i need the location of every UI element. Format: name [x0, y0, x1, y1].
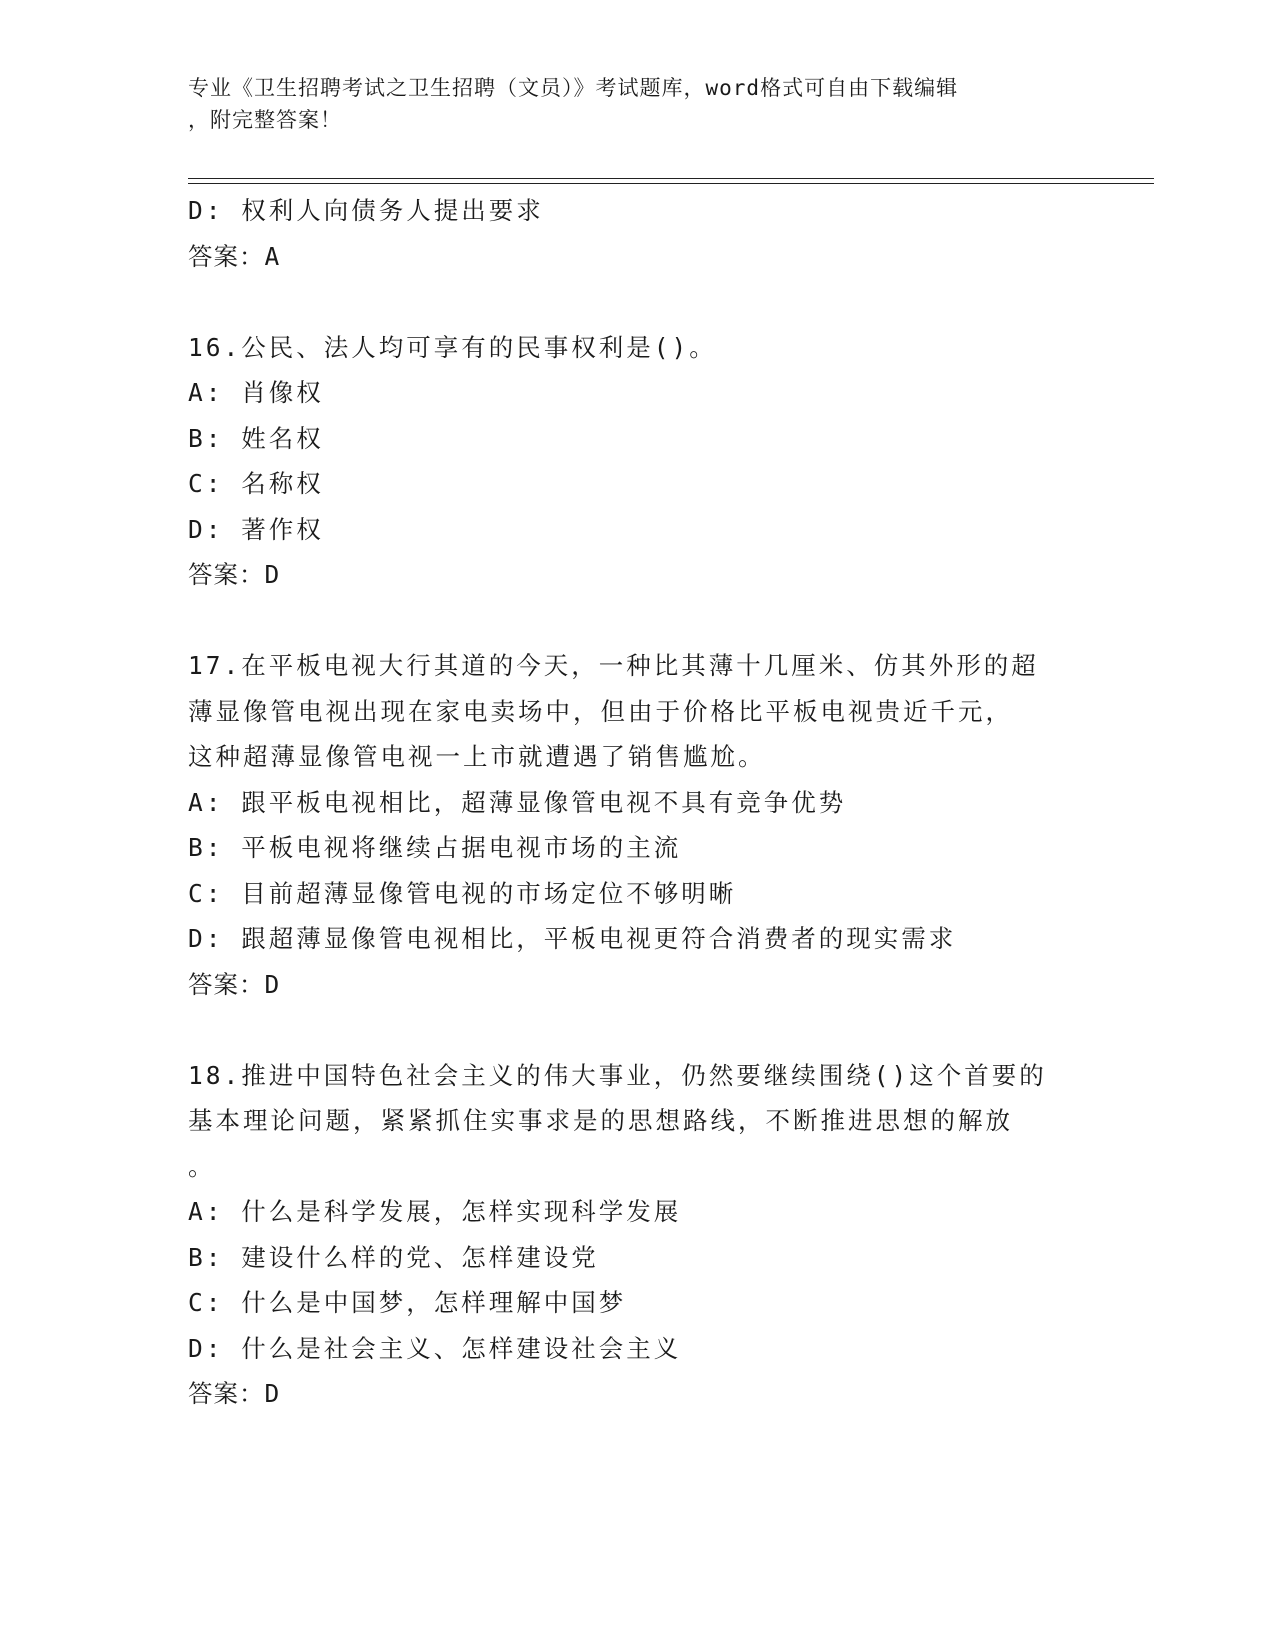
question-18: [188, 1053, 1088, 1417]
header-line-1: 专业《卫生招聘考试之卫生招聘（文员）》考试题库，word格式可自由下载编辑: [188, 76, 959, 100]
prev-option-d: D: 权利人向债务人提出要求: [188, 196, 544, 225]
option-c: C: 什么是中国梦，怎样理解中国梦: [188, 1288, 627, 1317]
option-d: D: 著作权: [188, 514, 324, 544]
option-b: B: 建设什么样的党、怎样建设党: [188, 1242, 599, 1272]
header-rule-top: [188, 178, 1154, 179]
spacer: [188, 279, 1088, 325]
option-a: A: 什么是科学发展，怎样实现科学发展: [188, 1197, 682, 1226]
question-text-line-3: 。: [188, 1151, 216, 1181]
answer: [188, 552, 1088, 598]
answer: [188, 1371, 1088, 1417]
answer-label: 答案：: [188, 1379, 265, 1408]
question-17: [188, 643, 1088, 1007]
answer-value: A: [264, 241, 281, 271]
header-rule-bottom: [188, 183, 1154, 184]
question-text-line-2: 薄显像管电视出现在家电卖场中，但由于价格比平板电视贵近千元，: [188, 696, 1013, 726]
answer-label: 答案：: [188, 560, 265, 589]
option-c: C: 目前超薄显像管电视的市场定位不够明晰: [188, 878, 737, 908]
question-text-line-3: 这种超薄显像管电视一上市就遭遇了销售尴尬。: [188, 742, 766, 771]
option-a: A: 肖像权: [188, 378, 324, 407]
question-content: [188, 188, 1088, 1417]
option-a: A: 跟平板电视相比，超薄显像管电视不具有竞争优势: [188, 787, 847, 817]
option-b: B: 平板电视将继续占据电视市场的主流: [188, 833, 682, 862]
question-text-line-1: 17.在平板电视大行其道的今天，一种比其薄十几厘米、仿其外形的超: [188, 651, 1039, 680]
answer-label: 答案：: [188, 241, 265, 271]
question-text-line-1: 18.推进中国特色社会主义的伟大事业，仍然要继续围绕()这个首要的: [188, 1060, 1047, 1090]
option-d: D: 什么是社会主义、怎样建设社会主义: [188, 1333, 682, 1363]
document-header: [188, 72, 1088, 136]
option-b: B: 姓名权: [188, 423, 324, 453]
question-text: 16.公民、法人均可享有的民事权利是()。: [188, 332, 717, 362]
spacer: [188, 598, 1088, 644]
answer-label: 答案：: [188, 969, 265, 999]
header-line-2: ，附完整答案！: [188, 108, 342, 132]
prev-answer: [188, 234, 1088, 280]
answer: [188, 962, 1088, 1008]
question-text-line-2: 基本理论问题，紧紧抓住实事求是的思想路线，不断推进思想的解放: [188, 1106, 1013, 1135]
answer-value: D: [264, 560, 281, 589]
option-c: C: 名称权: [188, 469, 324, 498]
answer-value: D: [264, 1379, 281, 1408]
answer-value: D: [264, 969, 281, 999]
option-d: D: 跟超薄显像管电视相比，平板电视更符合消费者的现实需求: [188, 924, 957, 953]
spacer: [188, 1007, 1088, 1053]
question-16: [188, 325, 1088, 598]
